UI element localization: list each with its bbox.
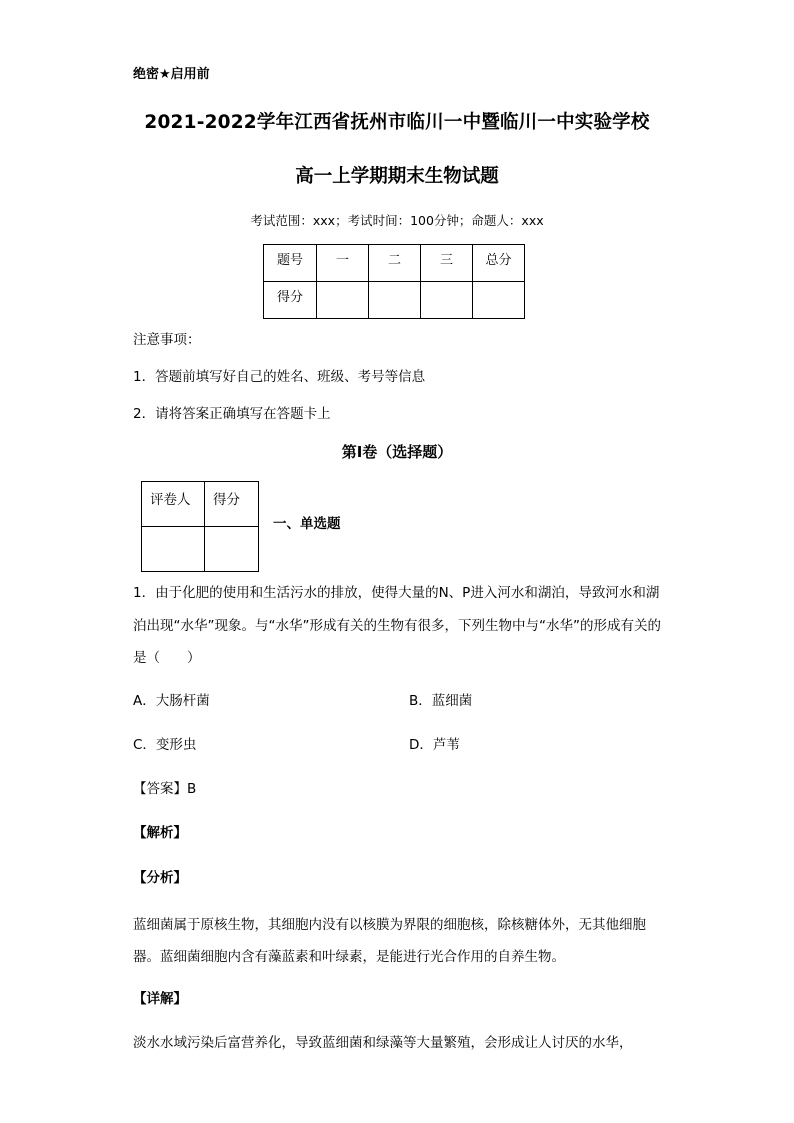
- grader-table: [141, 481, 259, 572]
- score-cell[interactable]: [317, 282, 369, 319]
- score-header-cell: 二: [369, 245, 421, 282]
- grader-score-label: 得分: [205, 482, 259, 527]
- score-header-cell: 一: [317, 245, 369, 282]
- score-header-cell: 总分: [473, 245, 525, 282]
- note-item: 2．请将答案正确填写在答题卡上: [133, 406, 331, 422]
- option-b: B．蓝细菌: [409, 693, 473, 709]
- detail-text: 淡水水域污染后富营养化，导致蓝细菌和绿藻等大量繁殖，会形成让人讨厌的水华，: [133, 1035, 633, 1051]
- score-header-cell: 三: [421, 245, 473, 282]
- detail-label: 【详解】: [133, 991, 187, 1007]
- grader-label: 评卷人: [142, 482, 205, 527]
- section-title: 一、单选题: [273, 516, 341, 532]
- score-cell[interactable]: [369, 282, 421, 319]
- score-table-score-row: [264, 282, 525, 319]
- grader-score-cell[interactable]: [205, 527, 259, 572]
- exam-title-line1: 2021-2022学年江西省抚州市临川一中暨临川一中实验学校: [144, 112, 650, 133]
- exam-title-line2: 高一上学期期末生物试题: [295, 166, 499, 187]
- grader-cell[interactable]: [142, 527, 205, 572]
- analysis-label: 【解析】: [133, 825, 187, 841]
- question-text: 1．由于化肥的使用和生活污水的排放，使得大量的N、P进入河水和湖泊，导致河水和湖泊出现“水华”现象。与“水华”形成有关的生物有很多，下列生物中与“水华”的形成有关的是（ ）: [133, 585, 661, 666]
- score-cell[interactable]: [473, 282, 525, 319]
- answer: 【答案】B: [133, 781, 197, 797]
- notes-heading: 注意事项：: [133, 332, 201, 348]
- exam-info: 考试范围：xxx；考试时间：100分钟；命题人：xxx: [250, 213, 544, 228]
- option-a: A．大肠杆菌: [133, 693, 210, 709]
- volume-title: 第I卷（选择题）: [341, 443, 453, 461]
- score-header-cell: 题号: [264, 245, 317, 282]
- score-table: [263, 244, 525, 319]
- option-d: D．芦苇: [409, 737, 460, 753]
- score-table-header-row: [264, 245, 525, 282]
- fenxi-text: 蓝细菌属于原核生物，其细胞内没有以核膜为界限的细胞核，除核糖体外，无其他细胞器。蓝细菌细胞内含有藻蓝素和叶绿素，是能进行光合作用的自养生物。: [133, 917, 646, 965]
- confidential-mark: 绝密★启用前: [133, 67, 210, 82]
- option-c: C．变形虫: [133, 737, 197, 753]
- fenxi-label: 【分析】: [133, 870, 187, 886]
- note-item: 1．答题前填写好自己的姓名、班级、考号等信息: [133, 369, 426, 385]
- score-row-label: 得分: [264, 282, 317, 319]
- score-cell[interactable]: [421, 282, 473, 319]
